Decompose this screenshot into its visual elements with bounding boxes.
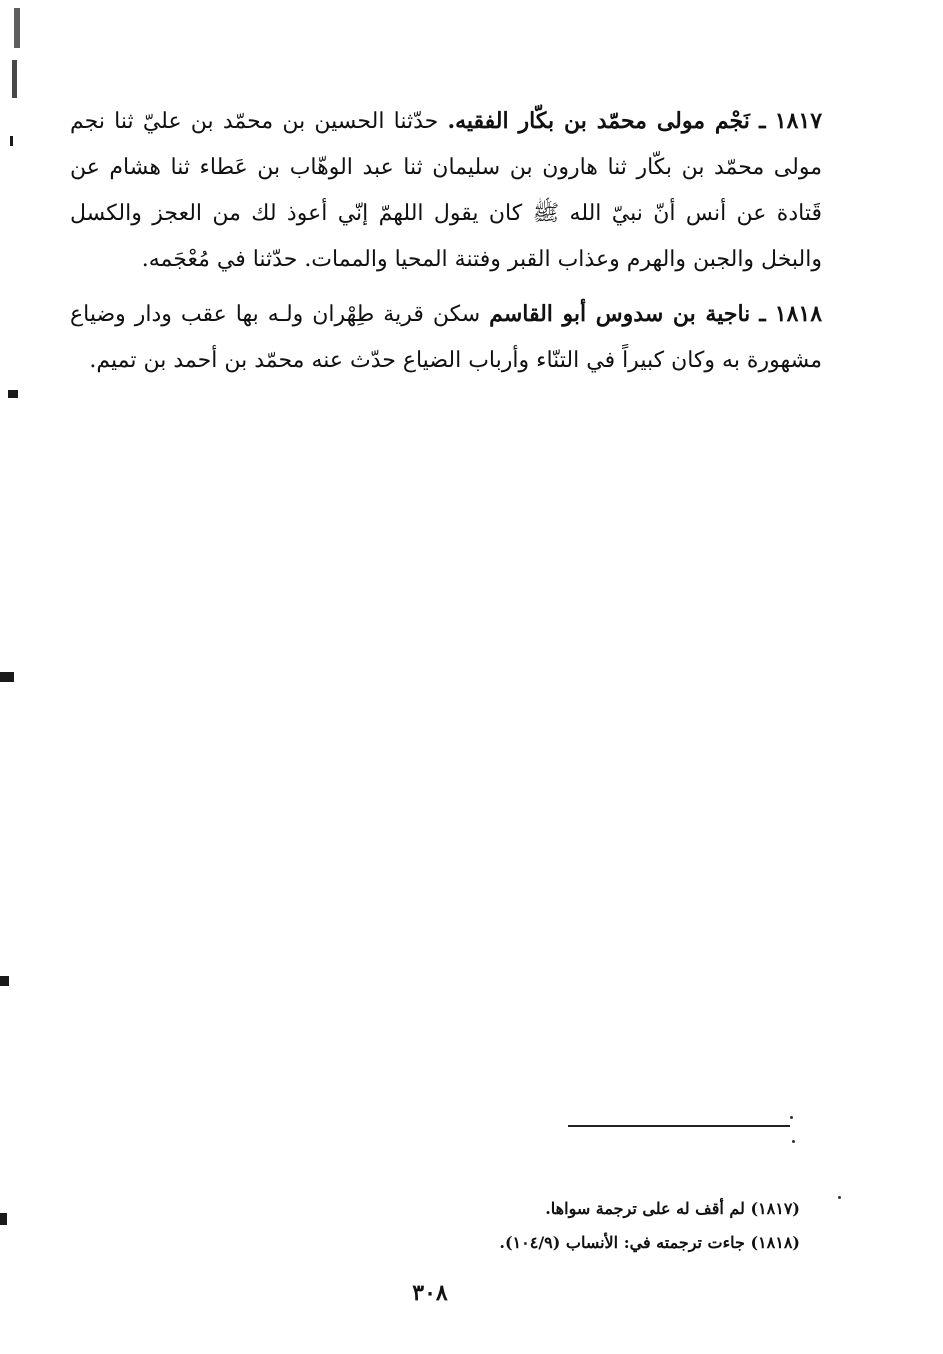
footnote-divider — [568, 1125, 790, 1127]
scan-speck — [790, 1116, 793, 1119]
page-number: ٣٠٨ — [412, 1280, 448, 1306]
entry-title: نَجْم مولى محمّد بن بكّار الفقيه. — [447, 108, 750, 134]
entry-body: سكن قرية طِهْران ولـه بها عقب ودار وضياع مشهورة به وكان كبيراً في التنّاء وأرباب الضياع حدّث عنه محمّد بن أحمد بن تميم. — [70, 302, 822, 373]
scan-artifact — [14, 8, 20, 48]
main-text — [70, 98, 822, 392]
entry-dash: ـ — [759, 301, 766, 327]
scan-artifact — [10, 136, 13, 146]
entry-1818 — [70, 291, 822, 384]
scan-artifact — [8, 390, 18, 398]
entry-body: حدّثنا الحسين بن محمّد بن عليّ ثنا نجم مولى محمّد بن بكّار ثنا هارون بن سليمان ثنا عبد الوهّاب بن عَطاء ثنا هشام عن قَتادة عن أنس أنّ نبيّ الله ﷺ كان يقول اللهمّ إنّي أعوذ لك من العجز والكسل والبخل والجبن والهرم وعذاب القبر وفتنة المحيا والممات. حدّثنا في مُعْجَمه. — [70, 109, 822, 272]
footnote-1818: (١٨١٨) جاءت ترجمته في: الأنساب (١٠٤/٩). — [499, 1233, 800, 1252]
scan-speck — [792, 1140, 795, 1143]
scan-artifact — [0, 672, 14, 682]
footnote-1817: (١٨١٧) لم أقف له على ترجمة سواها. — [545, 1199, 800, 1218]
entry-number: ١٨١٧ — [774, 108, 823, 134]
scan-speck — [838, 1196, 841, 1199]
entry-1817 — [70, 98, 822, 283]
scan-artifact — [12, 60, 17, 98]
scan-artifact — [0, 1213, 7, 1225]
scan-artifact — [0, 976, 9, 986]
entry-title: ناجية بن سدوس أبو القاسم — [489, 301, 751, 327]
entry-dash: ـ — [759, 108, 766, 134]
entry-number: ١٨١٨ — [774, 301, 823, 327]
footnotes — [380, 1192, 800, 1260]
